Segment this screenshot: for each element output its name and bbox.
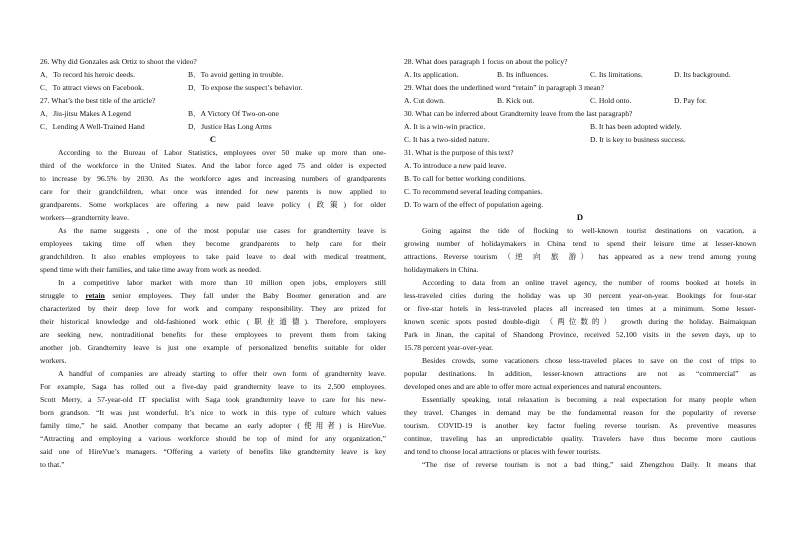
q27-options-row1 xyxy=(40,107,386,120)
passage-c-p3-line: characterized by their deep love for work and company responsibility. They are prized for xyxy=(40,304,386,313)
passage-c-p4-line: said one of HireVue’s managers. “Offering a variety of benefits like grandternity leave is key xyxy=(40,447,386,456)
q26-options-row1 xyxy=(40,68,386,81)
passage-c-p1-line: workers—grandternity leave. xyxy=(40,213,129,222)
q29-option-a[interactable]: A. Cut down. xyxy=(404,96,445,105)
passage-c-p2-line: employees taking time off when they become grandparents to help care for their xyxy=(40,239,386,248)
q26-options-row2 xyxy=(40,81,386,94)
q30-options-row1 xyxy=(404,120,756,133)
q30-stem: 30. What can be inferred about Grandternity leave from the last paragraph? xyxy=(404,109,633,118)
passage-c-p4-line: born grandson. “It was just wonderful. It’s nice to work in this type of culture which values xyxy=(40,408,386,417)
passage-c-p1-line: third of the workforce in the United States. And the labor force aged 75 and older is expected xyxy=(40,161,386,170)
passage-d-p4-line: and tend to choose local attractions or places with fewer tourists. xyxy=(404,447,601,456)
q26-option-a[interactable]: A．To record his heroic deeds. xyxy=(40,70,135,79)
passage-c-p1-line: care for their grandchildren, what once was intended for new parents is now applied to xyxy=(40,187,386,196)
passage-c-p1-line: to increase by 96.5% by 2030. As the workforce ages and increasing numbers of grandparents xyxy=(40,174,386,183)
retain-prefix: struggle to xyxy=(40,291,86,300)
passage-c-p3-retain-line xyxy=(40,289,386,302)
passage-d-p2-line: 15.78 percent year-over-year. xyxy=(404,343,494,352)
passage-d-p3-line: Besides crowds, some vacationers chose less-traveled places to save on the cost of trips to xyxy=(422,356,756,365)
passage-c-p4-line: Scott Merry, a 57-year-old IT specialist with Saga took grandternity leave to care for his new- xyxy=(40,395,386,404)
passage-d-p2-line: or five-star hotels in less-traveled places all increased ten times at a minimum. Some lesser- xyxy=(404,304,756,313)
passage-d-p4-line: tourism. COVID-19 is another key factor fueling reverse tourism. As preventive measures xyxy=(404,421,756,430)
left-column xyxy=(40,55,386,471)
q30-options-row2 xyxy=(404,133,756,146)
passage-d-p3-line: developed ones and are able to offer more actual experiences and natural encounters. xyxy=(404,382,662,391)
q29-option-c[interactable]: C. Hold onto. xyxy=(590,96,632,105)
passage-d-p5-line: “The rise of reverse tourism is not a bad thing,” said Zhengzhou Daily. It means that xyxy=(422,460,756,469)
right-column xyxy=(404,55,756,471)
passage-c-p4-line: to that.” xyxy=(40,460,65,469)
passage-c-p4-line: family time,” he said. Another company that became an early adopter (使用者) is HireVue. xyxy=(40,421,386,430)
q31-option-a[interactable]: A. To introduce a new paid leave. xyxy=(404,161,507,170)
passage-c-p2-line: spend time with their families, and take time away from work as needed. xyxy=(40,265,261,274)
passage-d-p2-line: According to data from an online travel agency, the number of rooms booked at hotels in xyxy=(422,278,756,287)
q28-option-a[interactable]: A. Its application. xyxy=(404,70,459,79)
passage-d-p1-line: growing number of holidaymakers in China tend to spend their leisure time at lesser-known xyxy=(404,239,756,248)
passage-c-p2-line: As the name suggests , one of the most popular use cases for grandternity leave is xyxy=(58,226,386,235)
q26-stem: 26. Why did Gonzales ask Ortiz to shoot the video? xyxy=(40,57,197,66)
q30-option-d[interactable]: D. It is key to business success. xyxy=(590,135,686,144)
passage-d-p3-line: popular destinations. In addition, lesser-known attractions are not as “commercial” as xyxy=(404,369,756,378)
q27-options-row2 xyxy=(40,120,386,133)
passage-c-p3-line: another job. Grandternity leave is just one example of personalized benefits suitable for older xyxy=(40,343,386,352)
passage-c-p1-line: According to the Bureau of Labor Statistics, employees over 50 make up more than one- xyxy=(58,148,386,157)
q31-option-c[interactable]: C. To recommend several leading companies. xyxy=(404,187,543,196)
q30-option-b[interactable]: B. It has been adopted widely. xyxy=(590,122,682,131)
passage-c-p4-line: “Attracting and employing a various workforce should be top of mind for any organization,” xyxy=(40,434,386,443)
passage-d-p2-line: less-traveled cities during the holiday was up 30 percent year-on-year. Bookings for four-star xyxy=(404,291,756,300)
q29-options-row xyxy=(404,94,756,107)
q27-stem: 27. What’s the best title of the article? xyxy=(40,96,156,105)
retain-suffix: senior employees. They fall under the Baby Boomer generation and are xyxy=(104,291,386,300)
passage-c-p3-line: workers. xyxy=(40,356,67,365)
q26-option-d[interactable]: D．To expose the suspect’s behavior. xyxy=(188,83,303,92)
passage-c-p3-line: are seeking new, nontraditional benefits for these employees to prevent them from taking xyxy=(40,330,386,339)
q26-option-c[interactable]: C．To attract views on Facebook. xyxy=(40,83,144,92)
q27-option-a[interactable]: A．Jiu-jitsu Makes A Legend xyxy=(40,109,131,118)
q26-option-b[interactable]: B．To avoid getting in trouble. xyxy=(188,70,284,79)
q29-stem: 29. What does the underlined word “retain” in paragraph 3 mean? xyxy=(404,83,604,92)
q31-stem: 31. What is the purpose of this text? xyxy=(404,148,514,157)
passage-d-p4-line: continue, traveling has an unpredictable quality. Travelers have thus become more cautious xyxy=(404,434,756,443)
passage-d-p2-line: known scenic spots posted double-digit （两位数的） growth during the holiday. Baimaiquan xyxy=(404,317,756,326)
passage-c-p4-line: For example, Saga has rolled out a five-day paid grandternity leave to its 2,500 employees. xyxy=(40,382,386,391)
q29-option-d[interactable]: D. Pay for. xyxy=(674,96,707,105)
passage-d-p4-line: they travel. Changes in demand may be the fundamental reason for the popularity of reverse xyxy=(404,408,756,417)
passage-d-p1-line: holidaymakers in China. xyxy=(404,265,479,274)
q30-option-a[interactable]: A. It is a win-win practice. xyxy=(404,122,486,131)
passage-c-p3-line: their historical knowledge and old-fashioned work ethic (职业道德). Therefore, employers xyxy=(40,317,386,326)
q28-option-b[interactable]: B. Its influences. xyxy=(497,70,549,79)
passage-c-p4-line: A handful of companies are already starting to offer their own form of grandternity leave. xyxy=(58,369,386,378)
passage-c-p1-line: grandparents. Some workplaces are offering a new paid leave policy (政策) for older xyxy=(40,200,386,209)
q27-option-d[interactable]: D．Justice Has Long Arms xyxy=(188,122,272,131)
q27-option-c[interactable]: C．Lending A Well-Trained Hand xyxy=(40,122,145,131)
q28-stem: 28. What does paragraph 1 focus on about the policy? xyxy=(404,57,568,66)
section-c-heading: C xyxy=(209,134,217,144)
passage-c-p3-line: In a competitive labor market with more than 10 million open jobs, employers still xyxy=(58,278,386,287)
passage-d-p1-line: Going against the tide of flocking to well-known tourist destinations on vacation, a xyxy=(422,226,756,235)
q27-option-b[interactable]: B．A Victory Of Two-on-one xyxy=(188,109,279,118)
q31-option-d[interactable]: D. To warn of the effect of population ageing. xyxy=(404,200,544,209)
passage-d-p1-line: attractions. Reverse tourism （逆 向 旅 游） has appeared as a new trend among young xyxy=(404,252,756,261)
q28-options-row xyxy=(404,68,756,81)
q29-option-b[interactable]: B. Kick out. xyxy=(497,96,535,105)
q30-option-c[interactable]: C. It has a two-sided nature. xyxy=(404,135,490,144)
passage-d-p4-line: Essentially speaking, total relaxation is becoming a real expectation for many people when xyxy=(422,395,756,404)
q28-option-c[interactable]: C. Its limitations. xyxy=(590,70,643,79)
q28-option-d[interactable]: D. Its background. xyxy=(674,70,731,79)
q31-option-b[interactable]: B. To call for better working conditions. xyxy=(404,174,527,183)
passage-c-p2-line: grandchildren. It also enables employees to take paid leave to deal with medical treatment, xyxy=(40,252,386,261)
section-d-heading: D xyxy=(576,212,584,222)
underlined-word-retain: retain xyxy=(85,291,105,300)
passage-d-p2-line: Park in Jinan, the capital of Shandong Province, received 52,100 visits in the seven days, up to xyxy=(404,330,756,339)
